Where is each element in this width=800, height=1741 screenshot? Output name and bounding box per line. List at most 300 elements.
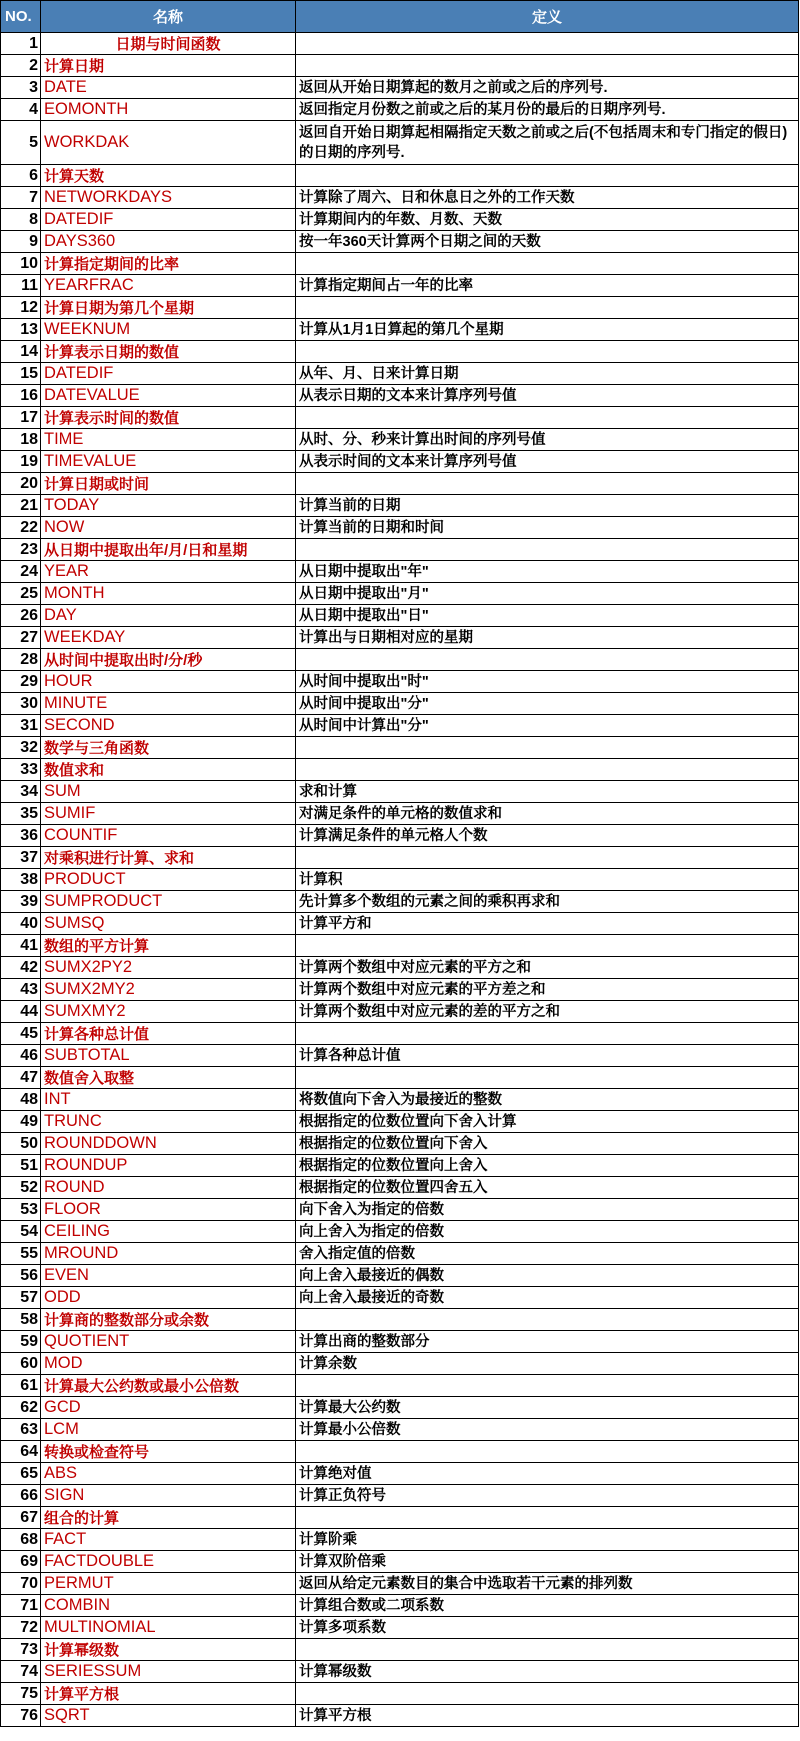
function-name-cell[interactable]: GCD: [41, 1397, 296, 1419]
function-name-cell[interactable]: QUOTIENT: [41, 1331, 296, 1353]
function-name-cell[interactable]: SUMPRODUCT: [41, 891, 296, 913]
definition-cell[interactable]: 计算两个数组中对应元素的平方差之和: [296, 979, 799, 1001]
function-name-cell[interactable]: EVEN: [41, 1265, 296, 1287]
definition-cell[interactable]: 从年、月、日来计算日期: [296, 363, 799, 385]
row-number-cell[interactable]: 32: [1, 737, 41, 759]
row-number-cell[interactable]: 10: [1, 253, 41, 275]
definition-cell[interactable]: [296, 33, 799, 55]
category-name-cell[interactable]: 日期与时间函数: [41, 33, 296, 55]
row-number-cell[interactable]: 38: [1, 869, 41, 891]
table-row: [1, 583, 799, 605]
category-row: [1, 759, 799, 781]
definition-cell[interactable]: [296, 1023, 799, 1045]
row-number-cell[interactable]: 50: [1, 1133, 41, 1155]
table-row: [1, 1001, 799, 1023]
definition-cell[interactable]: [296, 539, 799, 561]
definition-cell[interactable]: 计算从1月1日算起的第几个星期: [296, 319, 799, 341]
header-row: [1, 1, 799, 33]
definition-cell[interactable]: [296, 473, 799, 495]
row-number-cell[interactable]: 46: [1, 1045, 41, 1067]
definition-cell[interactable]: 求和计算: [296, 781, 799, 803]
table-row: [1, 1551, 799, 1573]
table-row: [1, 1045, 799, 1067]
table-row: [1, 803, 799, 825]
definition-cell[interactable]: [296, 55, 799, 77]
definition-cell[interactable]: [296, 847, 799, 869]
function-name-cell[interactable]: MINUTE: [41, 693, 296, 715]
definition-cell[interactable]: 向上舍入最接近的偶数: [296, 1265, 799, 1287]
row-number-cell[interactable]: 23: [1, 539, 41, 561]
category-name-cell[interactable]: 计算幂级数: [41, 1639, 296, 1661]
function-name-cell[interactable]: ABS: [41, 1463, 296, 1485]
row-number-cell[interactable]: 22: [1, 517, 41, 539]
definition-cell[interactable]: [296, 1067, 799, 1089]
column-header-no[interactable]: NO.: [1, 1, 41, 33]
row-number-cell[interactable]: 63: [1, 1419, 41, 1441]
table-row: [1, 363, 799, 385]
definition-cell[interactable]: 计算两个数组中对应元素的差的平方之和: [296, 1001, 799, 1023]
definition-cell[interactable]: [296, 737, 799, 759]
definition-cell[interactable]: [296, 1507, 799, 1529]
definition-cell[interactable]: 计算正负符号: [296, 1485, 799, 1507]
row-number-cell[interactable]: 39: [1, 891, 41, 913]
table-row: [1, 1617, 799, 1639]
row-number-cell[interactable]: 30: [1, 693, 41, 715]
function-name-cell[interactable]: WEEKDAY: [41, 627, 296, 649]
category-row: [1, 1309, 799, 1331]
category-name-cell[interactable]: 计算表示日期的数值: [41, 341, 296, 363]
row-number-cell[interactable]: 19: [1, 451, 41, 473]
row-number-cell[interactable]: 52: [1, 1177, 41, 1199]
definition-cell[interactable]: 向上舍入为指定的倍数: [296, 1221, 799, 1243]
table-row: [1, 1221, 799, 1243]
function-name-cell[interactable]: WEEKNUM: [41, 319, 296, 341]
table-row: [1, 825, 799, 847]
category-name-cell[interactable]: 数值求和: [41, 759, 296, 781]
definition-cell[interactable]: 计算余数: [296, 1353, 799, 1375]
category-row: [1, 407, 799, 429]
function-name-cell[interactable]: NOW: [41, 517, 296, 539]
function-name-cell[interactable]: DAYS360: [41, 231, 296, 253]
row-number-cell[interactable]: 51: [1, 1155, 41, 1177]
definition-cell[interactable]: 按一年360天计算两个日期之间的天数: [296, 231, 799, 253]
function-name-cell[interactable]: LCM: [41, 1419, 296, 1441]
row-number-cell[interactable]: 43: [1, 979, 41, 1001]
function-name-cell[interactable]: DAY: [41, 605, 296, 627]
function-name-cell[interactable]: SERIESSUM: [41, 1661, 296, 1683]
row-number-cell[interactable]: 73: [1, 1639, 41, 1661]
category-name-cell[interactable]: 计算日期为第几个星期: [41, 297, 296, 319]
category-row: [1, 1441, 799, 1463]
category-row: [1, 1375, 799, 1397]
definition-cell[interactable]: 对满足条件的单元格的数值求和: [296, 803, 799, 825]
definition-cell[interactable]: [296, 1375, 799, 1397]
row-number-cell[interactable]: 69: [1, 1551, 41, 1573]
function-name-cell[interactable]: COMBIN: [41, 1595, 296, 1617]
definition-cell[interactable]: 计算最小公倍数: [296, 1419, 799, 1441]
row-number-cell[interactable]: 44: [1, 1001, 41, 1023]
table-row: [1, 1661, 799, 1683]
table-row: [1, 385, 799, 407]
row-number-cell[interactable]: 17: [1, 407, 41, 429]
row-number-cell[interactable]: 9: [1, 231, 41, 253]
definition-cell[interactable]: 计算各种总计值: [296, 1045, 799, 1067]
table-row: [1, 121, 799, 165]
table-row: [1, 1529, 799, 1551]
function-name-cell[interactable]: EOMONTH: [41, 99, 296, 121]
category-row: [1, 1507, 799, 1529]
category-row: [1, 33, 799, 55]
row-number-cell[interactable]: 49: [1, 1111, 41, 1133]
category-name-cell[interactable]: 计算天数: [41, 165, 296, 187]
table-row: [1, 1353, 799, 1375]
row-number-cell[interactable]: 20: [1, 473, 41, 495]
row-number-cell[interactable]: 62: [1, 1397, 41, 1419]
definition-cell[interactable]: 计算幂级数: [296, 1661, 799, 1683]
table-row: [1, 693, 799, 715]
row-number-cell[interactable]: 12: [1, 297, 41, 319]
definition-cell[interactable]: [296, 935, 799, 957]
category-name-cell[interactable]: 计算指定期间的比率: [41, 253, 296, 275]
definition-cell[interactable]: [296, 759, 799, 781]
category-row: [1, 1683, 799, 1705]
row-number-cell[interactable]: 41: [1, 935, 41, 957]
table-row: [1, 231, 799, 253]
row-number-cell[interactable]: 29: [1, 671, 41, 693]
row-number-cell[interactable]: 5: [1, 121, 41, 165]
category-row: [1, 737, 799, 759]
row-number-cell[interactable]: 53: [1, 1199, 41, 1221]
function-name-cell[interactable]: PRODUCT: [41, 869, 296, 891]
row-number-cell[interactable]: 26: [1, 605, 41, 627]
row-number-cell[interactable]: 54: [1, 1221, 41, 1243]
table-row: [1, 913, 799, 935]
table-row: [1, 1419, 799, 1441]
row-number-cell[interactable]: 1: [1, 33, 41, 55]
function-name-cell[interactable]: ROUNDDOWN: [41, 1133, 296, 1155]
table-row: [1, 1573, 799, 1595]
definition-cell[interactable]: 从时间中计算出"分": [296, 715, 799, 737]
row-number-cell[interactable]: 65: [1, 1463, 41, 1485]
definition-cell[interactable]: [296, 297, 799, 319]
column-header-name[interactable]: 名称: [41, 1, 296, 33]
row-number-cell[interactable]: 37: [1, 847, 41, 869]
row-number-cell[interactable]: 58: [1, 1309, 41, 1331]
definition-cell[interactable]: 从日期中提取出"日": [296, 605, 799, 627]
row-number-cell[interactable]: 47: [1, 1067, 41, 1089]
definition-cell[interactable]: 计算绝对值: [296, 1463, 799, 1485]
row-number-cell[interactable]: 35: [1, 803, 41, 825]
definition-cell[interactable]: 向上舍入最接近的奇数: [296, 1287, 799, 1309]
category-name-cell[interactable]: 数组的平方计算: [41, 935, 296, 957]
table-row: [1, 1265, 799, 1287]
definition-cell[interactable]: 计算期间内的年数、月数、天数: [296, 209, 799, 231]
row-number-cell[interactable]: 56: [1, 1265, 41, 1287]
row-number-cell[interactable]: 2: [1, 55, 41, 77]
category-row: [1, 341, 799, 363]
row-number-cell[interactable]: 27: [1, 627, 41, 649]
table-row: [1, 187, 799, 209]
function-name-cell[interactable]: HOUR: [41, 671, 296, 693]
definition-cell[interactable]: 返回自开始日期算起相隔指定天数之前或之后(不包括周末和专门指定的假日)的日期的序列号.: [296, 121, 799, 165]
definition-cell[interactable]: 计算出与日期相对应的星期: [296, 627, 799, 649]
row-number-cell[interactable]: 57: [1, 1287, 41, 1309]
column-header-definition[interactable]: 定义: [296, 1, 799, 33]
definition-cell[interactable]: 根据指定的位数位置向下舍入: [296, 1133, 799, 1155]
row-number-cell[interactable]: 18: [1, 429, 41, 451]
row-number-cell[interactable]: 13: [1, 319, 41, 341]
function-name-cell[interactable]: YEAR: [41, 561, 296, 583]
function-name-cell[interactable]: SUBTOTAL: [41, 1045, 296, 1067]
definition-cell[interactable]: 计算满足条件的单元格人个数: [296, 825, 799, 847]
category-name-cell[interactable]: 计算最大公约数或最小公倍数: [41, 1375, 296, 1397]
row-number-cell[interactable]: 7: [1, 187, 41, 209]
row-number-cell[interactable]: 28: [1, 649, 41, 671]
definition-cell[interactable]: [296, 165, 799, 187]
row-number-cell[interactable]: 24: [1, 561, 41, 583]
table-row: [1, 1111, 799, 1133]
category-name-cell[interactable]: 从日期中提取出年/月/日和星期: [41, 539, 296, 561]
row-number-cell[interactable]: 66: [1, 1485, 41, 1507]
function-name-cell[interactable]: DATEDIF: [41, 363, 296, 385]
row-number-cell[interactable]: 3: [1, 77, 41, 99]
definition-cell[interactable]: 计算阶乘: [296, 1529, 799, 1551]
function-name-cell[interactable]: TODAY: [41, 495, 296, 517]
row-number-cell[interactable]: 21: [1, 495, 41, 517]
category-row: [1, 1639, 799, 1661]
definition-cell[interactable]: 计算当前的日期和时间: [296, 517, 799, 539]
table-row: [1, 1133, 799, 1155]
function-name-cell[interactable]: FLOOR: [41, 1199, 296, 1221]
table-row: [1, 1595, 799, 1617]
definition-cell[interactable]: [296, 1441, 799, 1463]
table-row: [1, 627, 799, 649]
definition-cell[interactable]: 从时间中提取出"分": [296, 693, 799, 715]
category-row: [1, 473, 799, 495]
row-number-cell[interactable]: 75: [1, 1683, 41, 1705]
function-name-cell[interactable]: MULTINOMIAL: [41, 1617, 296, 1639]
definition-cell[interactable]: 从表示时间的文本来计算序列号值: [296, 451, 799, 473]
function-name-cell[interactable]: TIMEVALUE: [41, 451, 296, 473]
category-name-cell[interactable]: 计算表示时间的数值: [41, 407, 296, 429]
table-row: [1, 77, 799, 99]
table-row: [1, 495, 799, 517]
function-name-cell[interactable]: SUMIF: [41, 803, 296, 825]
table-row: [1, 1331, 799, 1353]
function-name-cell[interactable]: TRUNC: [41, 1111, 296, 1133]
function-name-cell[interactable]: ROUNDUP: [41, 1155, 296, 1177]
table-row: [1, 1243, 799, 1265]
row-number-cell[interactable]: 31: [1, 715, 41, 737]
table-row: [1, 891, 799, 913]
function-name-cell[interactable]: SUMX2PY2: [41, 957, 296, 979]
table-row: [1, 605, 799, 627]
definition-cell[interactable]: 从日期中提取出"月": [296, 583, 799, 605]
definition-cell[interactable]: [296, 407, 799, 429]
row-number-cell[interactable]: 45: [1, 1023, 41, 1045]
function-name-cell[interactable]: ODD: [41, 1287, 296, 1309]
definition-cell[interactable]: 计算出商的整数部分: [296, 1331, 799, 1353]
category-name-cell[interactable]: 数值舍入取整: [41, 1067, 296, 1089]
function-name-cell[interactable]: MROUND: [41, 1243, 296, 1265]
row-number-cell[interactable]: 48: [1, 1089, 41, 1111]
row-number-cell[interactable]: 40: [1, 913, 41, 935]
function-name-cell[interactable]: FACT: [41, 1529, 296, 1551]
definition-cell[interactable]: 从时间中提取出"时": [296, 671, 799, 693]
row-number-cell[interactable]: 15: [1, 363, 41, 385]
definition-cell[interactable]: 根据指定的位数位置向上舍入: [296, 1155, 799, 1177]
function-name-cell[interactable]: SQRT: [41, 1705, 296, 1727]
definition-cell[interactable]: 从时、分、秒来计算出时间的序列号值: [296, 429, 799, 451]
row-number-cell[interactable]: 68: [1, 1529, 41, 1551]
row-number-cell[interactable]: 8: [1, 209, 41, 231]
definition-cell[interactable]: 根据指定的位数位置四舍五入: [296, 1177, 799, 1199]
function-name-cell[interactable]: MONTH: [41, 583, 296, 605]
function-name-cell[interactable]: NETWORKDAYS: [41, 187, 296, 209]
category-row: [1, 165, 799, 187]
table-row: [1, 869, 799, 891]
function-name-cell[interactable]: DATEVALUE: [41, 385, 296, 407]
row-number-cell[interactable]: 4: [1, 99, 41, 121]
category-name-cell[interactable]: 计算商的整数部分或余数: [41, 1309, 296, 1331]
definition-cell[interactable]: 先计算多个数组的元素之间的乘积再求和: [296, 891, 799, 913]
definition-cell[interactable]: [296, 1639, 799, 1661]
definition-cell[interactable]: [296, 341, 799, 363]
table-row: [1, 1089, 799, 1111]
definition-cell[interactable]: 返回从开始日期算起的数月之前或之后的序列号.: [296, 77, 799, 99]
row-number-cell[interactable]: 59: [1, 1331, 41, 1353]
table-row: [1, 1287, 799, 1309]
table-row: [1, 1155, 799, 1177]
function-name-cell[interactable]: SUMXMY2: [41, 1001, 296, 1023]
function-name-cell[interactable]: COUNTIF: [41, 825, 296, 847]
definition-cell[interactable]: 计算指定期间占一年的比率: [296, 275, 799, 297]
row-number-cell[interactable]: 61: [1, 1375, 41, 1397]
definition-cell[interactable]: 向下舍入为指定的倍数: [296, 1199, 799, 1221]
category-name-cell[interactable]: 计算日期或时间: [41, 473, 296, 495]
table-row: [1, 1177, 799, 1199]
category-name-cell[interactable]: 数学与三角函数: [41, 737, 296, 759]
function-name-cell[interactable]: DATEDIF: [41, 209, 296, 231]
row-number-cell[interactable]: 67: [1, 1507, 41, 1529]
definition-cell[interactable]: [296, 1309, 799, 1331]
function-name-cell[interactable]: WORKDAK: [41, 121, 296, 165]
category-name-cell[interactable]: 计算平方根: [41, 1683, 296, 1705]
definition-cell[interactable]: 计算平方和: [296, 913, 799, 935]
function-name-cell[interactable]: YEARFRAC: [41, 275, 296, 297]
function-name-cell[interactable]: SUMX2MY2: [41, 979, 296, 1001]
table-row: [1, 319, 799, 341]
row-number-cell[interactable]: 60: [1, 1353, 41, 1375]
function-name-cell[interactable]: SIGN: [41, 1485, 296, 1507]
definition-cell[interactable]: [296, 253, 799, 275]
function-name-cell[interactable]: SECOND: [41, 715, 296, 737]
table-row: [1, 1463, 799, 1485]
table-row: [1, 429, 799, 451]
row-number-cell[interactable]: 34: [1, 781, 41, 803]
category-row: [1, 649, 799, 671]
row-number-cell[interactable]: 76: [1, 1705, 41, 1727]
category-row: [1, 539, 799, 561]
definition-cell[interactable]: 从日期中提取出"年": [296, 561, 799, 583]
table-row: [1, 275, 799, 297]
definition-cell[interactable]: 计算双阶倍乘: [296, 1551, 799, 1573]
row-number-cell[interactable]: 72: [1, 1617, 41, 1639]
definition-cell[interactable]: 计算积: [296, 869, 799, 891]
function-name-cell[interactable]: SUM: [41, 781, 296, 803]
row-number-cell[interactable]: 25: [1, 583, 41, 605]
category-name-cell[interactable]: 从时间中提取出时/分/秒: [41, 649, 296, 671]
row-number-cell[interactable]: 70: [1, 1573, 41, 1595]
category-name-cell[interactable]: 组合的计算: [41, 1507, 296, 1529]
row-number-cell[interactable]: 36: [1, 825, 41, 847]
definition-cell[interactable]: 从表示日期的文本来计算序列号值: [296, 385, 799, 407]
category-row: [1, 1023, 799, 1045]
function-name-cell[interactable]: INT: [41, 1089, 296, 1111]
table-row: [1, 99, 799, 121]
definition-cell[interactable]: [296, 649, 799, 671]
definition-cell[interactable]: 返回从给定元素数目的集合中选取若干元素的排列数: [296, 1573, 799, 1595]
category-name-cell[interactable]: 转换或检查符号: [41, 1441, 296, 1463]
function-name-cell[interactable]: ROUND: [41, 1177, 296, 1199]
function-name-cell[interactable]: DATE: [41, 77, 296, 99]
definition-cell[interactable]: 根据指定的位数位置向下舍入计算: [296, 1111, 799, 1133]
row-number-cell[interactable]: 16: [1, 385, 41, 407]
function-name-cell[interactable]: CEILING: [41, 1221, 296, 1243]
function-name-cell[interactable]: PERMUT: [41, 1573, 296, 1595]
definition-cell[interactable]: 计算最大公约数: [296, 1397, 799, 1419]
function-name-cell[interactable]: MOD: [41, 1353, 296, 1375]
definition-cell[interactable]: 计算两个数组中对应元素的平方之和: [296, 957, 799, 979]
definition-cell[interactable]: [296, 1683, 799, 1705]
table-row: [1, 1705, 799, 1727]
definition-cell[interactable]: 计算除了周六、日和休息日之外的工作天数: [296, 187, 799, 209]
table-row: [1, 1397, 799, 1419]
row-number-cell[interactable]: 74: [1, 1661, 41, 1683]
category-name-cell[interactable]: 计算日期: [41, 55, 296, 77]
row-number-cell[interactable]: 33: [1, 759, 41, 781]
definition-cell[interactable]: 计算当前的日期: [296, 495, 799, 517]
definition-cell[interactable]: 舍入指定值的倍数: [296, 1243, 799, 1265]
category-row: [1, 55, 799, 77]
table-row: [1, 1199, 799, 1221]
row-number-cell[interactable]: 14: [1, 341, 41, 363]
function-name-cell[interactable]: SUMSQ: [41, 913, 296, 935]
definition-cell[interactable]: 计算多项系数: [296, 1617, 799, 1639]
table-row: [1, 209, 799, 231]
category-name-cell[interactable]: 对乘积进行计算、求和: [41, 847, 296, 869]
definition-cell[interactable]: 将数值向下舍入为最接近的整数: [296, 1089, 799, 1111]
category-row: [1, 935, 799, 957]
row-number-cell[interactable]: 71: [1, 1595, 41, 1617]
row-number-cell[interactable]: 42: [1, 957, 41, 979]
table-row: [1, 517, 799, 539]
category-name-cell[interactable]: 计算各种总计值: [41, 1023, 296, 1045]
table-row: [1, 561, 799, 583]
row-number-cell[interactable]: 55: [1, 1243, 41, 1265]
category-row: [1, 1067, 799, 1089]
definition-cell[interactable]: 返回指定月份数之前或之后的某月份的最后的日期序列号.: [296, 99, 799, 121]
table-row: [1, 957, 799, 979]
row-number-cell[interactable]: 11: [1, 275, 41, 297]
definition-cell[interactable]: 计算组合数或二项系数: [296, 1595, 799, 1617]
definition-cell[interactable]: 计算平方根: [296, 1705, 799, 1727]
row-number-cell[interactable]: 6: [1, 165, 41, 187]
function-name-cell[interactable]: FACTDOUBLE: [41, 1551, 296, 1573]
category-row: [1, 253, 799, 275]
row-number-cell[interactable]: 64: [1, 1441, 41, 1463]
function-name-cell[interactable]: TIME: [41, 429, 296, 451]
